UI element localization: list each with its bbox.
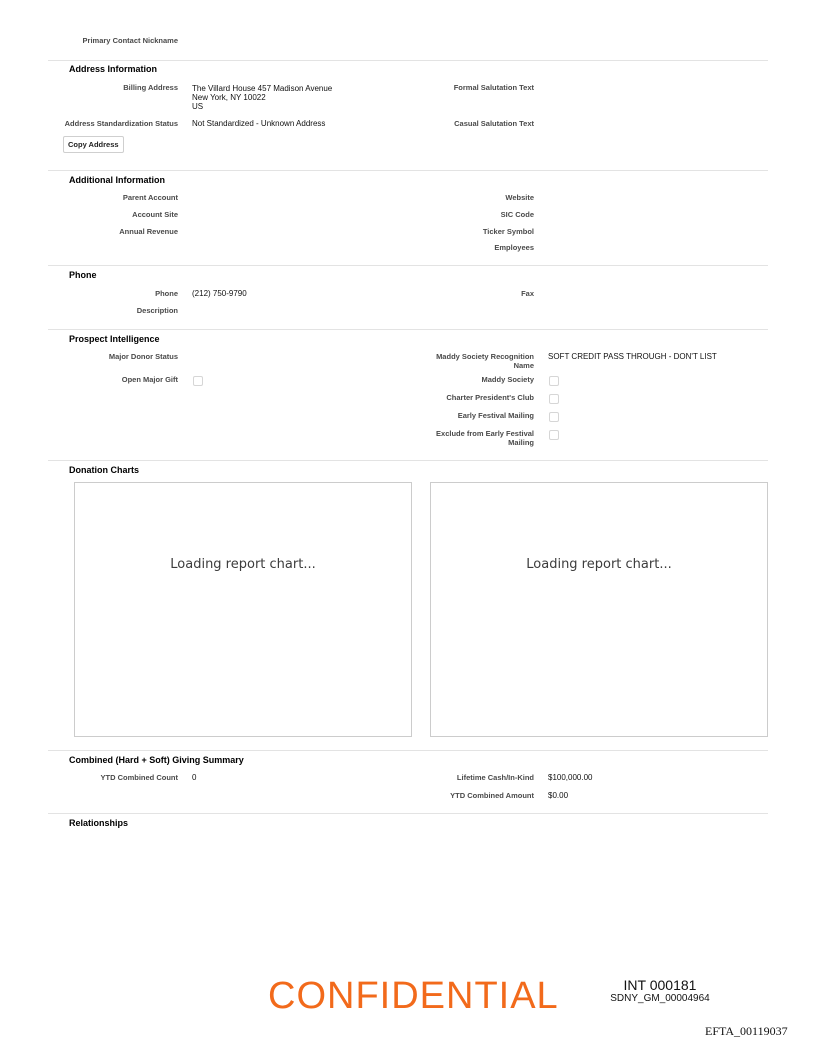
- ytd-combined-amount-value: $0.00: [548, 791, 569, 800]
- billing-address-line3: US: [192, 102, 204, 111]
- section-divider: [48, 750, 768, 751]
- report-chart-right: [430, 482, 768, 737]
- phone-value[interactable]: (212) 750-9790: [192, 289, 247, 298]
- efta-number: EFTA_00119037: [705, 1024, 788, 1038]
- phone-section-title: Phone: [69, 270, 97, 280]
- open-major-gift-label: Open Major Gift: [121, 375, 178, 384]
- loading-text-right: Loading report chart...: [526, 557, 672, 572]
- annual-revenue-label: Annual Revenue: [119, 227, 178, 236]
- address-standardization-value: Not Standardized - Unknown Address: [192, 119, 326, 128]
- address-standardization-label: Address Standardization Status: [64, 119, 178, 128]
- employees-label: Employees: [494, 243, 534, 252]
- lifetime-cash-label: Lifetime Cash/In-Kind: [456, 773, 534, 782]
- phone-label: Phone: [155, 289, 178, 298]
- charter-presidents-club-checkbox[interactable]: [549, 394, 559, 404]
- parent-account-label: Parent Account: [122, 193, 178, 202]
- formal-salutation-label: Formal Salutation Text: [453, 83, 534, 92]
- maddy-recognition-label-line2: Name: [513, 361, 534, 370]
- primary-contact-nickname-label: Primary Contact Nickname: [82, 36, 178, 45]
- exclude-early-festival-label-line1: Exclude from Early Festival: [436, 429, 534, 438]
- bates-number: INT 000181: [623, 977, 697, 993]
- additional-section-title: Additional Information: [69, 175, 165, 185]
- bates-control-number: SDNY_GM_00004964: [610, 993, 710, 1004]
- early-festival-mailing-checkbox[interactable]: [549, 412, 559, 422]
- section-divider: [48, 813, 768, 814]
- maddy-recognition-label-line1: Maddy Society Recognition: [436, 352, 534, 361]
- exclude-early-festival-label-line2: Mailing: [508, 438, 534, 447]
- loading-text-left: Loading report chart...: [170, 557, 316, 572]
- charter-presidents-club-label: Charter President's Club: [446, 393, 534, 402]
- ticker-symbol-label: Ticker Symbol: [482, 227, 534, 236]
- billing-address-line2: New York, NY 10022: [192, 93, 266, 102]
- exclude-early-festival-label: [374, 429, 534, 447]
- sic-code-label: SIC Code: [500, 210, 534, 219]
- ytd-combined-count-label: YTD Combined Count: [100, 773, 178, 782]
- description-label: Description: [136, 306, 178, 315]
- confidential-stamp: CONFIDENTIAL: [268, 975, 559, 1017]
- copy-address-button[interactable]: Copy Address: [63, 136, 124, 153]
- billing-address-label: Billing Address: [123, 83, 178, 92]
- section-divider: [48, 170, 768, 171]
- maddy-recognition-label: [374, 352, 534, 370]
- prospect-section-title: Prospect Intelligence: [69, 334, 160, 344]
- website-label: Website: [505, 193, 534, 202]
- donation-charts-section-title: Donation Charts: [69, 465, 140, 475]
- fax-label: Fax: [521, 289, 534, 298]
- relationships-section-title: Relationships: [69, 818, 129, 828]
- lifetime-cash-value: $100,000.00: [548, 773, 593, 782]
- giving-summary-section-title: Combined (Hard + Soft) Giving Summary: [69, 755, 244, 765]
- ytd-combined-amount-label: YTD Combined Amount: [450, 791, 534, 800]
- major-donor-status-label: Major Donor Status: [108, 352, 178, 361]
- maddy-society-checkbox[interactable]: [549, 376, 559, 386]
- section-divider: [48, 460, 768, 461]
- address-section-title: Address Information: [69, 64, 158, 74]
- section-divider: [48, 60, 768, 61]
- report-chart-left: [74, 482, 412, 737]
- maddy-recognition-value: SOFT CREDIT PASS THROUGH - DON'T LIST: [548, 352, 717, 361]
- exclude-early-festival-checkbox[interactable]: [549, 430, 559, 440]
- open-major-gift-checkbox[interactable]: [193, 376, 203, 386]
- early-festival-mailing-label: Early Festival Mailing: [457, 411, 534, 420]
- ytd-combined-count-value: 0: [192, 773, 197, 782]
- maddy-society-label: Maddy Society: [481, 375, 534, 384]
- section-divider: [48, 265, 768, 266]
- casual-salutation-label: Casual Salutation Text: [454, 119, 534, 128]
- billing-address-line1: The Villard House 457 Madison Avenue: [192, 84, 333, 93]
- account-site-label: Account Site: [132, 210, 178, 219]
- section-divider: [48, 329, 768, 330]
